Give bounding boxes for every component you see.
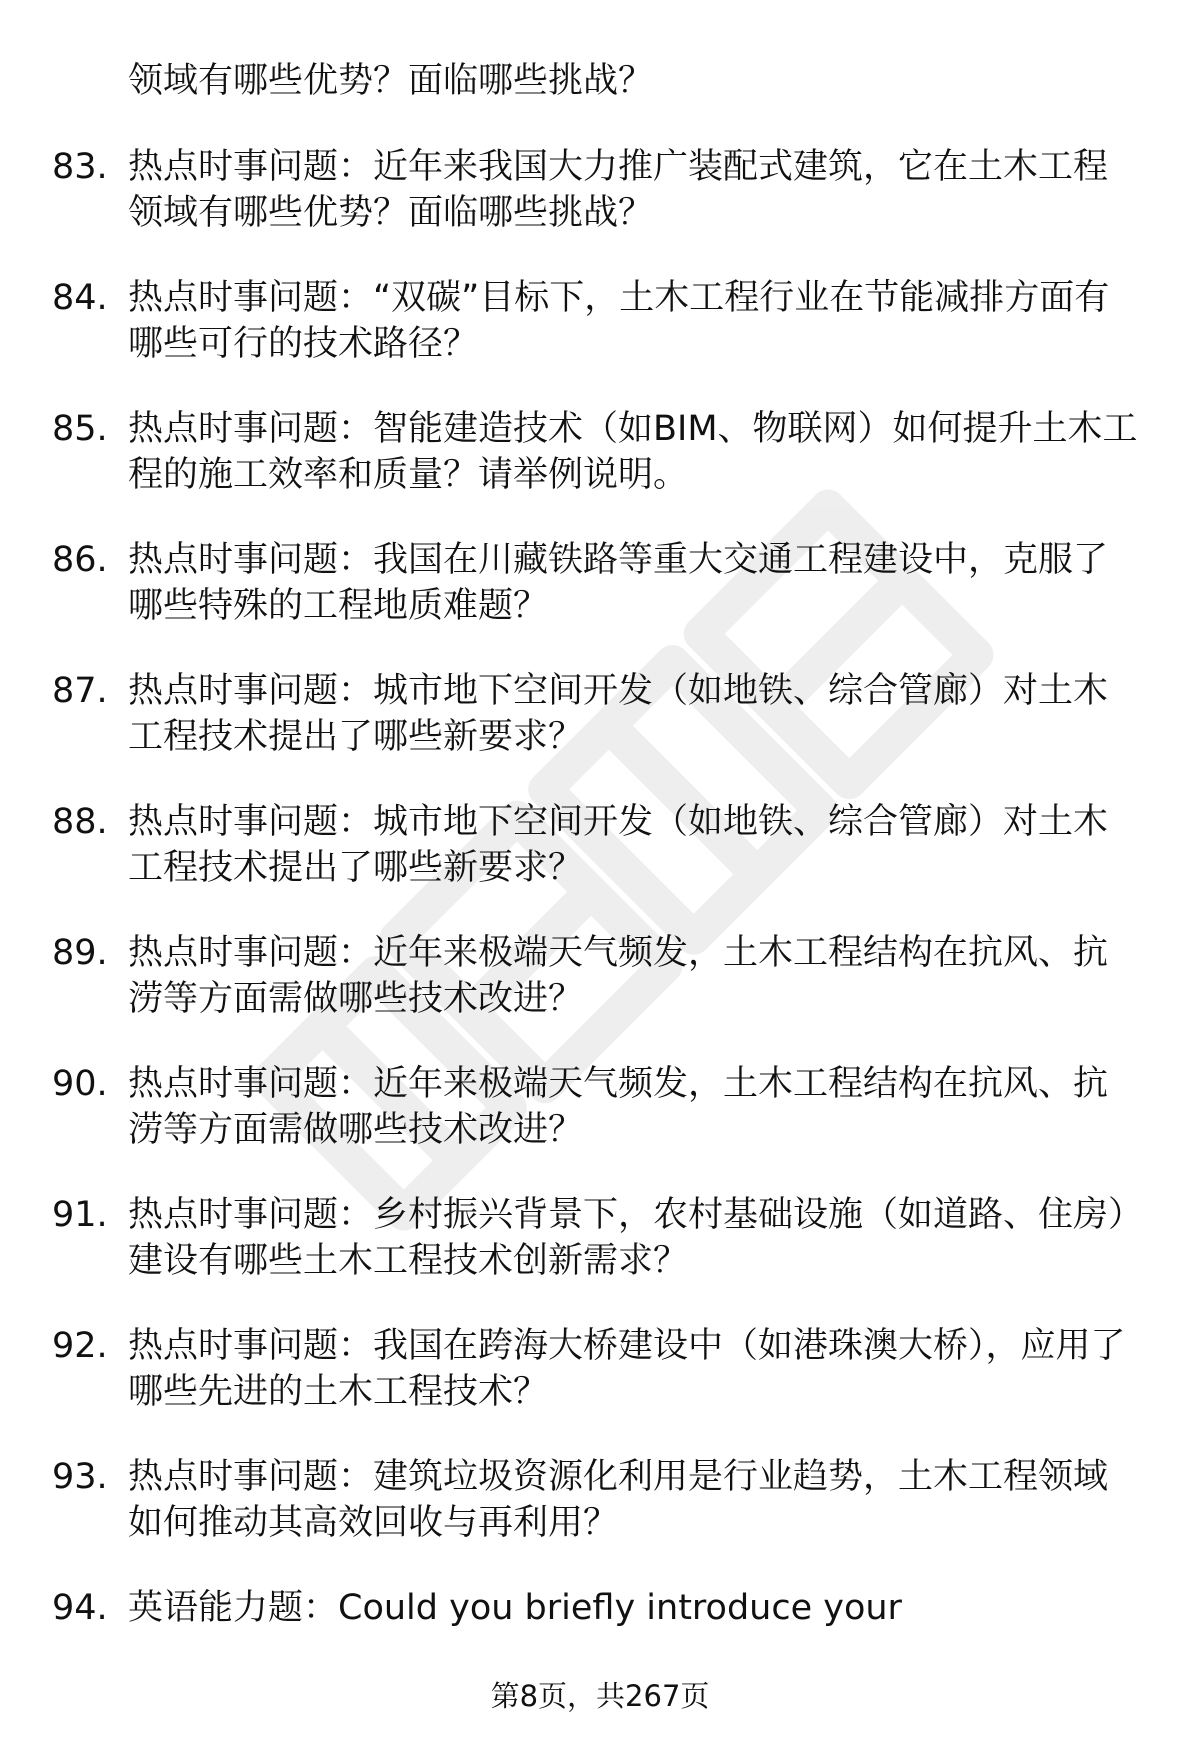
list-item [0, 795, 1200, 926]
item-text: 热点时事问题：近年来我国大力推广装配式建筑，它在土木工程领域有哪些优势？面临哪些挑战？ [128, 147, 1109, 233]
list-item [0, 926, 1200, 1057]
list-item [0, 271, 1200, 402]
item-number: 86. [52, 540, 108, 580]
list-item [0, 533, 1200, 664]
item-text: 热点时事问题：城市地下空间开发（如地铁、综合管廊）对土木工程技术提出了哪些新要求？ [128, 802, 1109, 888]
item-text: 热点时事问题：乡村振兴背景下，农村基础设施（如道路、住房）建设有哪些土木工程技术创新需求？ [128, 1195, 1126, 1281]
item-text: 热点时事问题：近年来极端天气频发，土木工程结构在抗风、抗涝等方面需做哪些技术改进？ [128, 933, 1109, 1019]
item-number: 87. [52, 671, 108, 711]
item-number: 90. [52, 1064, 108, 1104]
item-text: 热点时事问题：建筑垃圾资源化利用是行业趋势，土木工程领域如何推动其高效回收与再利用？ [128, 1457, 1109, 1543]
item-number: 94. [52, 1588, 108, 1628]
list-item [0, 1450, 1200, 1581]
item-text: 热点时事问题：“双碳”目标下，土木工程行业在节能减排方面有哪些可行的技术路径？ [128, 278, 1110, 364]
list-item [0, 664, 1200, 795]
item-number: 88. [52, 802, 108, 842]
item-text: 热点时事问题：我国在川藏铁路等重大交通工程建设中，克服了哪些特殊的工程地质难题？ [128, 540, 1109, 626]
item-number: 91. [52, 1195, 108, 1235]
item-number: 92. [52, 1326, 108, 1366]
item-number: 84. [52, 278, 108, 318]
item-text: 热点时事问题：城市地下空间开发（如地铁、综合管廊）对土木工程技术提出了哪些新要求？ [128, 671, 1109, 757]
item-number: 89. [52, 933, 108, 973]
list-item [0, 1057, 1200, 1188]
list-item [0, 402, 1200, 533]
item-number: 83. [52, 147, 108, 187]
continuation-line: 领域有哪些优势？面临哪些挑战？ [128, 61, 654, 101]
item-text: 英语能力题：Could you briefly introduce your [128, 1588, 902, 1628]
item-text: 热点时事问题：我国在跨海大桥建设中（如港珠澳大桥），应用了哪些先进的土木工程技术？ [128, 1326, 1126, 1412]
list-item [0, 1319, 1200, 1450]
item-number: 93. [52, 1457, 108, 1497]
item-text: 热点时事问题：智能建造技术（如BIM、物联网）如何提升土木工程的施工效率和质量？请举例说明。 [128, 409, 1138, 495]
list-item [0, 140, 1200, 271]
item-number: 85. [52, 409, 108, 449]
list-item [0, 1188, 1200, 1319]
question-list [0, 140, 1200, 1712]
page-number-footer: 第8页，共267页 [490, 1679, 710, 1713]
item-text: 热点时事问题：近年来极端天气频发，土木工程结构在抗风、抗涝等方面需做哪些技术改进？ [128, 1064, 1109, 1150]
